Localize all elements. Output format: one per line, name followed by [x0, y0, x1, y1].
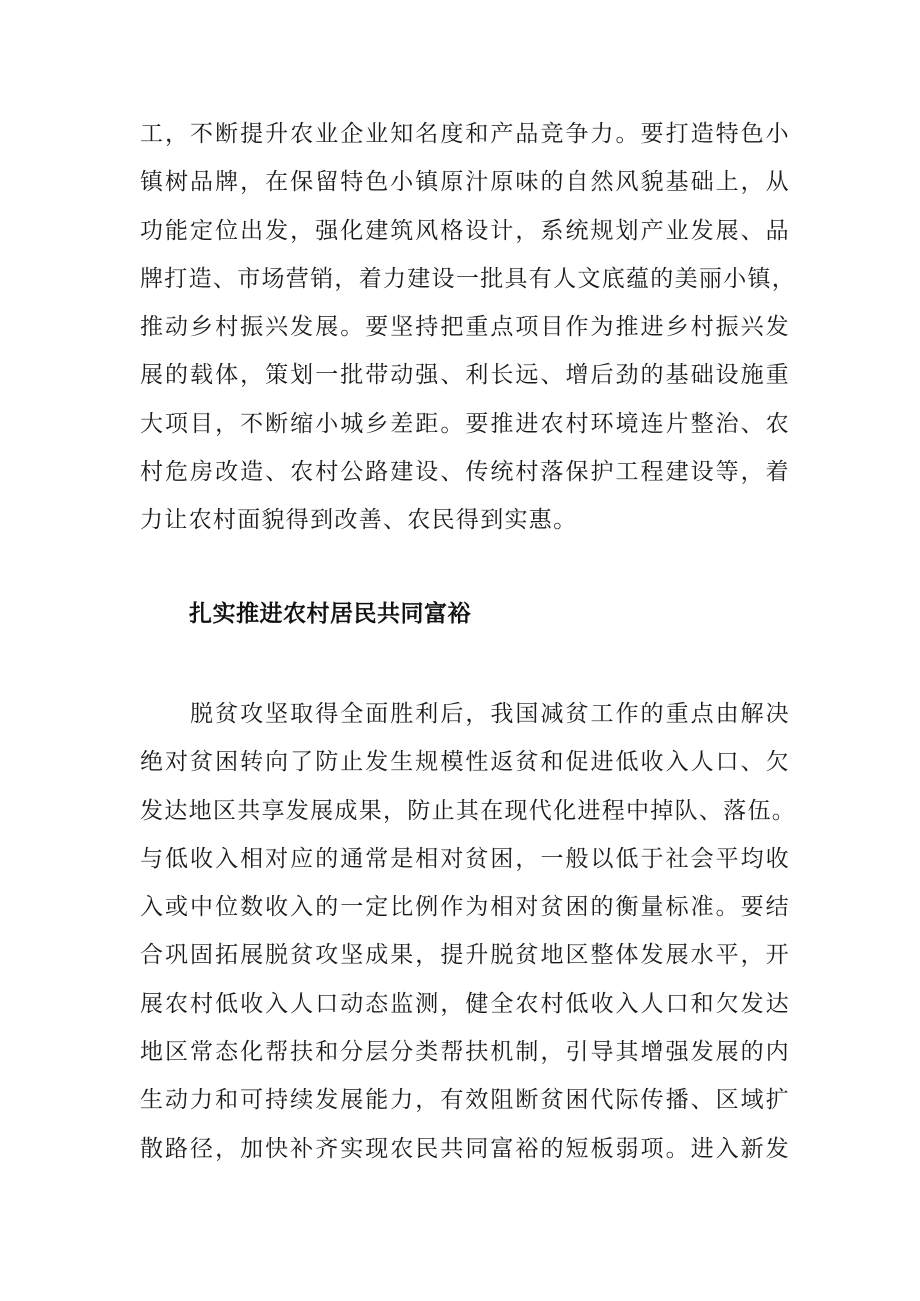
body-paragraph-1	[140, 110, 797, 545]
paragraph-line: 村危房改造、农村公路建设、传统村落保护工程建设等，着	[140, 459, 790, 486]
paragraph-line: 绝对贫困转向了防止发生规模性返贫和促进低收入人口、欠	[140, 749, 790, 776]
paragraph-line: 力让农村面貌得到改善、农民得到实惠。	[140, 507, 578, 534]
paragraph-line: 大项目，不断缩小城乡差距。要推进农村环境连片整治、农	[140, 410, 790, 437]
paragraph-line: 推动乡村振兴发展。要坚持把重点项目作为推进乡村振兴发	[140, 314, 790, 341]
paragraph-line: 入或中位数收入的一定比例作为相对贫困的衡量标准。要结	[140, 894, 790, 921]
paragraph-line: 生动力和可持续发展能力，有效阻断贫困代际传播、区域扩	[140, 1087, 790, 1114]
paragraph-line: 展的载体，策划一批带动强、利长远、增后劲的基础设施重	[140, 362, 790, 389]
section-heading: 扎实推进农村居民共同富裕	[189, 601, 471, 627]
body-paragraph-2	[140, 690, 797, 1173]
paragraph-line: 散路径，加快补齐实现农民共同富裕的短板弱项。进入新发	[140, 1135, 790, 1162]
paragraph-line: 脱贫攻坚取得全面胜利后，我国减贫工作的重点由解决	[140, 701, 790, 727]
paragraph-line: 发达地区共享发展成果，防止其在现代化进程中掉队、落伍。	[140, 797, 797, 824]
paragraph-line: 合巩固拓展脱贫攻坚成果，提升脱贫地区整体发展水平，开	[140, 942, 790, 969]
paragraph-line: 与低收入相对应的通常是相对贫困，一般以低于社会平均收	[140, 845, 790, 872]
paragraph-line: 地区常态化帮扶和分层分类帮扶机制，引导其增强发展的内	[140, 1039, 790, 1066]
paragraph-line: 工，不断提升农业企业知名度和产品竞争力。要打造特色小	[140, 121, 790, 147]
paragraph-line: 展农村低收入人口动态监测，健全农村低收入人口和欠发达	[140, 990, 790, 1017]
paragraph-line: 镇树品牌，在保留特色小镇原汁原味的自然风貌基础上，从	[140, 169, 790, 196]
paragraph-line: 功能定位出发，强化建筑风格设计，系统规划产业发展、品	[140, 217, 790, 244]
paragraph-line: 牌打造、市场营销，着力建设一批具有人文底蕴的美丽小镇，	[140, 265, 797, 292]
